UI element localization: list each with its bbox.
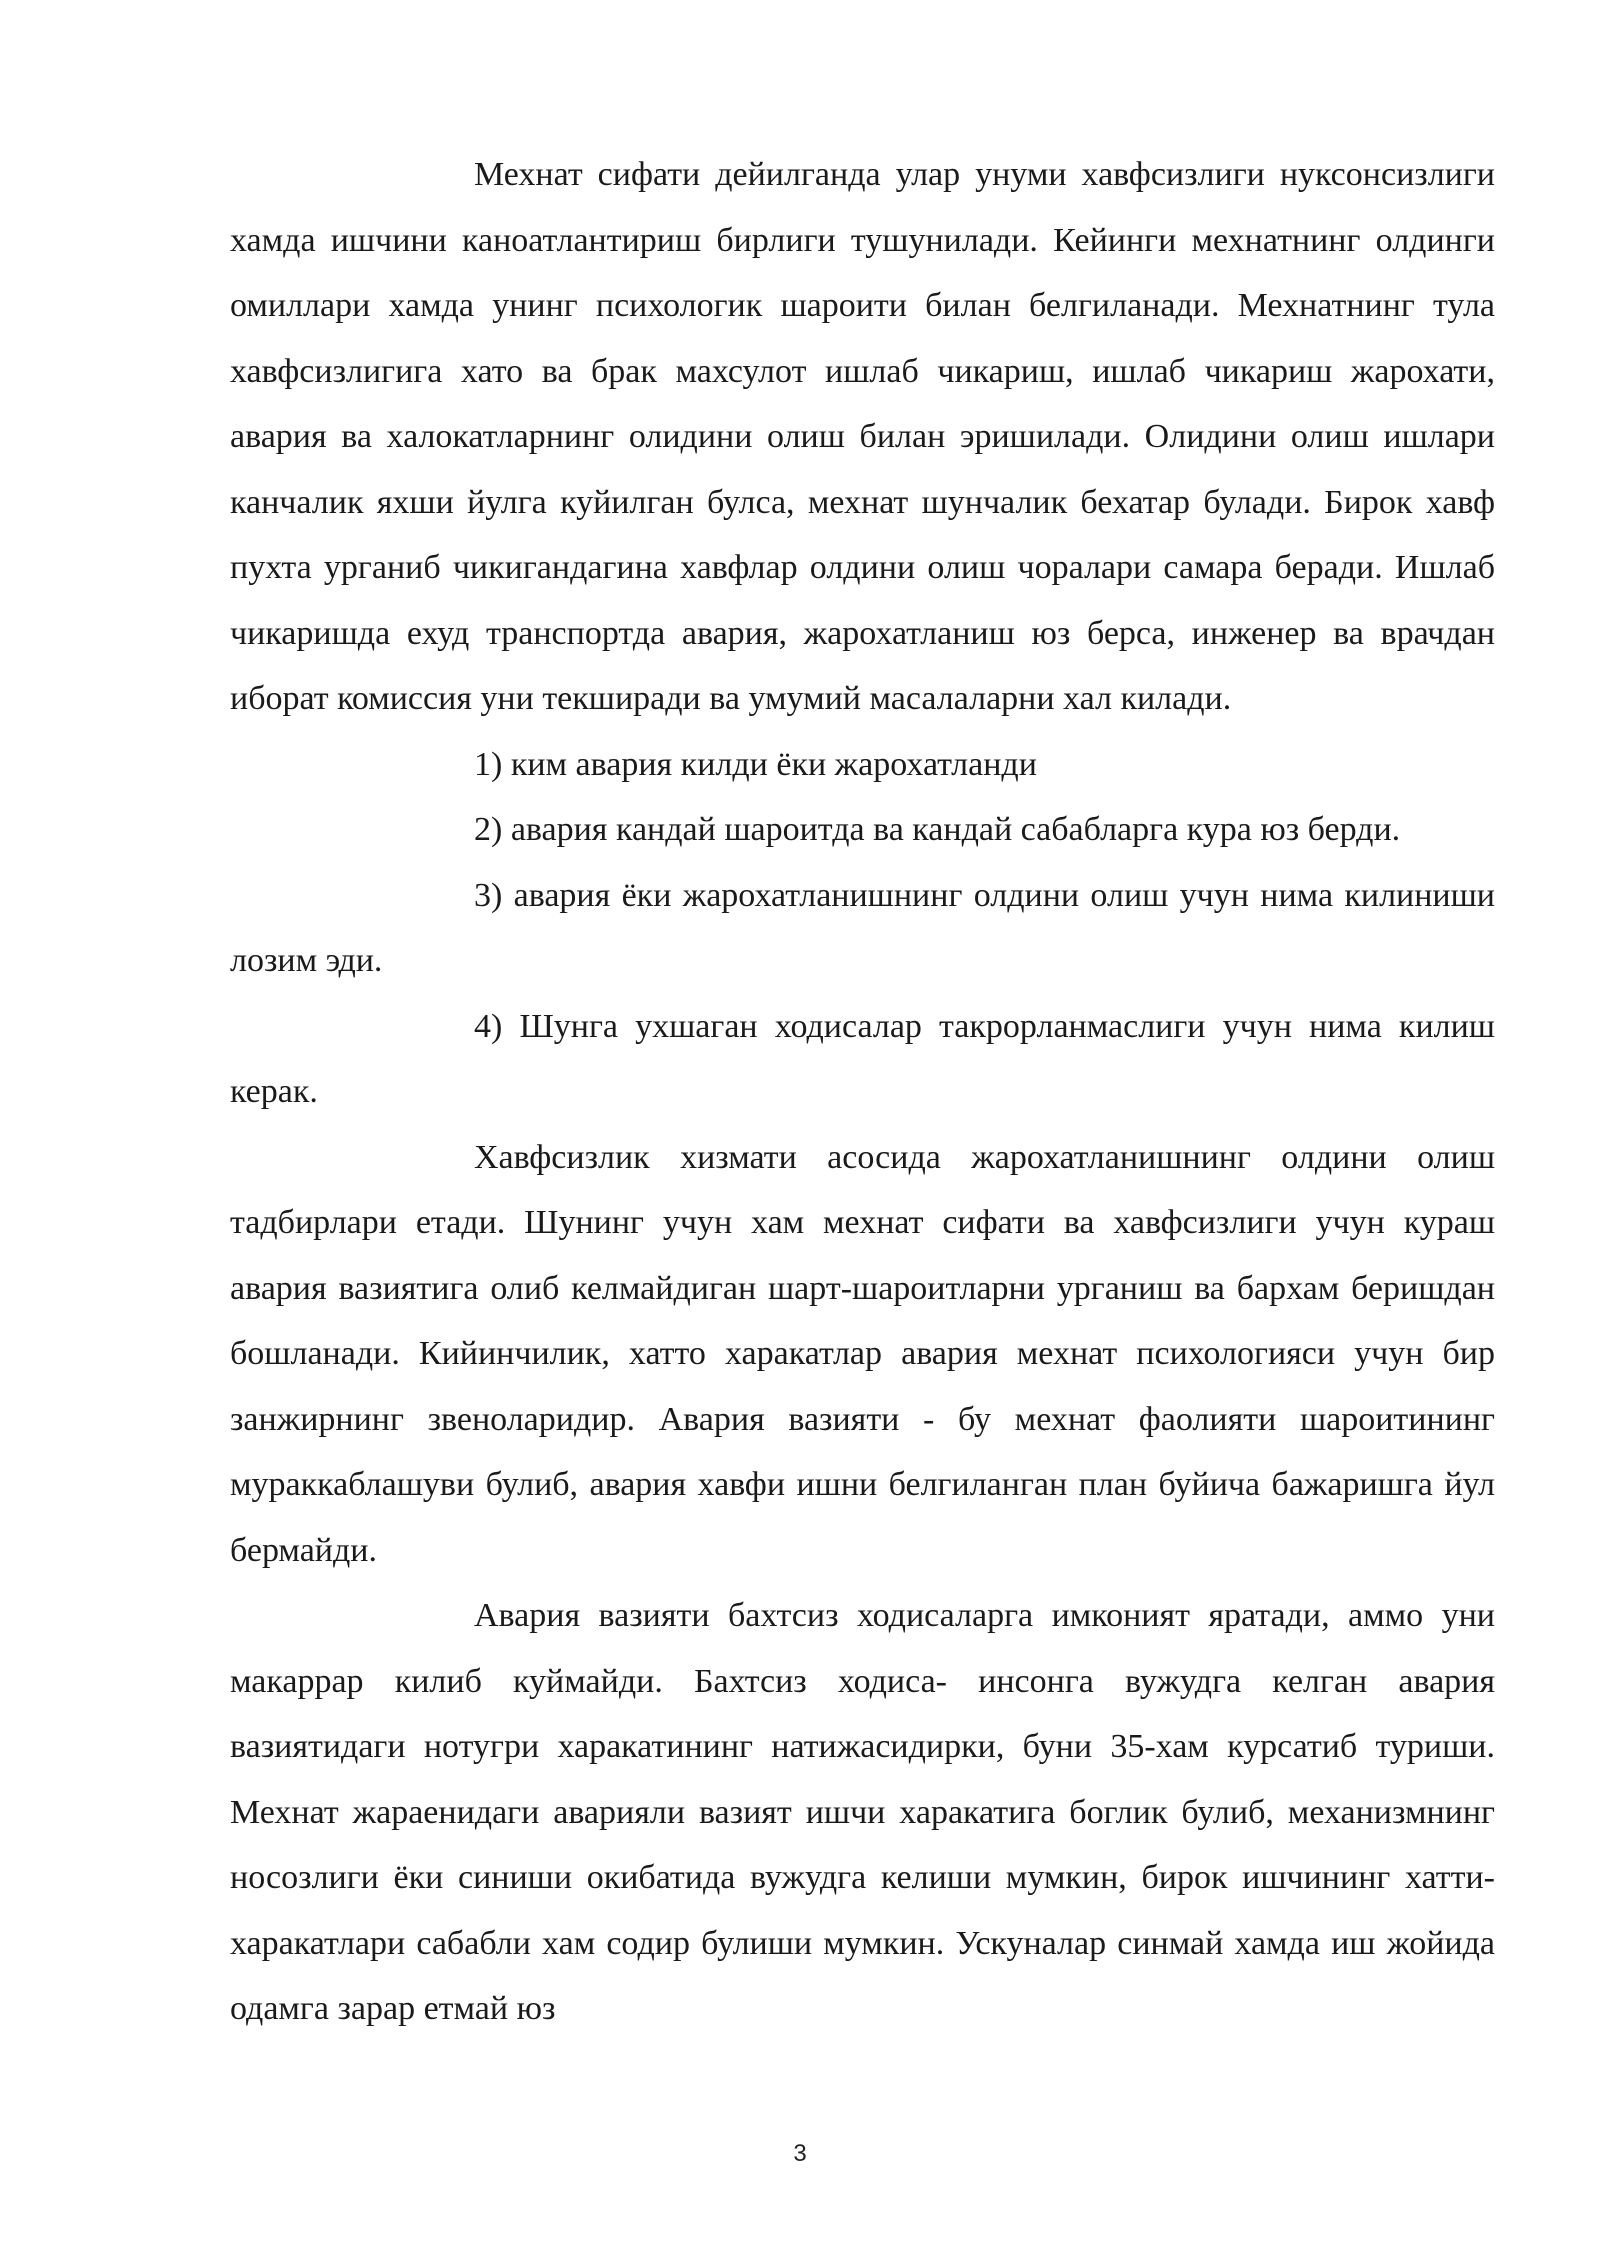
paragraph-safety-service: Хавфсизлик хизмати асосида жарохатланишнинг олдини олиш тадбирлари етади. Шунинг учун хам мехнат сифати ва хавфсизлиги учун кураш авария вазиятига олиб келмайдиган шарт-шароитларни урганиш ва бархам беришдан бошланади. Кийинчилик, хатто харакатлар авария мехнат психологияси учун бир занжирнинг звеноларидир. Авария вазияти - бу мехнат фаолияти шароитининг мураккаблашуви булиб, авария хавфи ишни белгиланган план буйича бажаришга йул бермайди. <box>230 1138 1495 1569</box>
paragraph-labor-quality: Мехнат сифати дейилганда улар унуми хавфсизлиги нуксонсизлиги хамда ишчини каноатлантириш бирлиги тушунилади. Кейинги мехнатнинг олдинги омиллари хамда унинг психологик шароити билан белгиланади. Мехнатнинг тула хавфсизлигига хато ва брак махсулот ишлаб чикариш, ишлаб чикариш жарохати, авария ва халокатларнинг олидини олиш билан эришилади. Олидини олиш ишлари канчалик яхши йулга куйилган булса, мехнат шунчалик бехатар булади. Бирок хавф пухта урганиб чикигандагина хавфлар олдини олиш чоралари самара беради. Ишлаб чикаришда ехуд транспортда авария, жарохатланиш юз берса, инженер ва врачдан иборат комиссия уни текширади ва умумий масалаларни хал килади. <box>230 156 1495 717</box>
paragraph-accident-situation: Авария вазияти бахтсиз ходисаларга имконият яратади, аммо уни макаррар килиб куймайди. Бахтсиз ходиса- инсонга вужудга келган авария вазиятидаги нотугри харакатининг натижасидирки, буни 35-хам курсатиб туриши. Мехнат жараенидаги аварияли вазият ишчи харакатига боглик булиб, механизмнинг носозлиги ёки синиши окибатида вужудга келиши мумкин, бирок ишчининг хатти-харакатлари сабабли хам содир булиши мумкин. Ускуналар синмай хамда иш жойида одамга зарар етмай юз <box>230 1597 1495 2027</box>
page-number: 3 <box>793 2140 807 2167</box>
list-item-3: 3) авария ёки жарохатланишнинг олдини олиш учун нима килиниши лозим эди. <box>230 876 1495 979</box>
list-item-4: 4) Шунга ухшаган ходисалар такрорланмаслиги учун нима килиш керак. <box>230 1007 1495 1110</box>
list-item-2: 2) авария кандай шароитда ва кандай сабабларга кура юз берди. <box>474 811 1401 848</box>
body-text <box>230 142 1495 2042</box>
list-item-1: 1) ким авария килди ёки жарохатланди <box>474 745 1037 783</box>
